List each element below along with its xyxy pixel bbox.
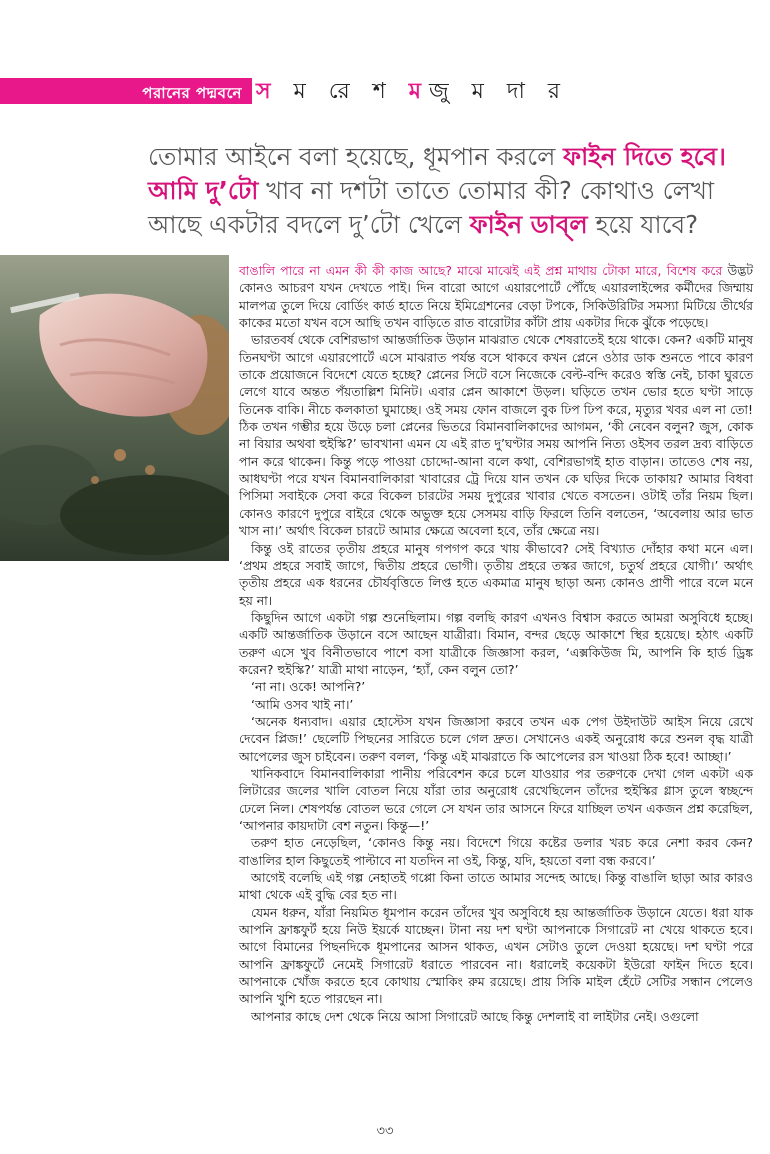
article-paragraph: ভারতবর্ষ থেকে বেশিরভাগ আন্তর্জাতিক উড়ান মাঝরাত থেকে শেষরাতেই হয়ে থাকে। কেন? একটি মানুষ তিনঘণ্টা আগে এয়ারপোর্টে এসে মাঝরাত পর্যন্ত বসে থাকবে কখন প্লেনে ওঠার ডাক শুনতে পাবে কারণ তাকে প্রয়োজনে বিদেশে যেতে হচ্ছে? প্লেনের সিটে বসে নিজেকে বেল্ট-বন্দি করেও স্বস্তি নেই, চাকা ঘুরতে লেগে যাবে অন্তত পঁয়তাল্লিশ মিনিট। এবার প্লেন আকাশে উড়ল। ঘড়িতে তখন ভোর হতে ঘণ্টা সাড়ে তিনেক বাকি। নীচে কলকাতা ঘুমাচ্ছে। ওই সময় ফোন বাজলে বুক ঢিপ ঢিপ করে, মৃত্যুর খবর এল না তো! ঠিক তখন গম্ভীর হয়ে উড়ে চলা প্লেনের ভিতরে বিমানবালিকাদের আগমন, ‘কী নেবেন বলুন? জুস, কোক না বিয়ার অথবা হুইস্কি?’ ভাবখানা এমন যে এই রাত দু’ঘণ্টার সময় আপনি নিত্য ওইসব তরল দ্রব্য বাড়িতে পান করে থাকেন। কিন্তু পড়ে পাওয়া চোদ্দো-আনা বলে কথা, বেশিরভাগই হাত বাড়ান। তাতেও শেষ নয়, আধঘণ্টা পরে যখন বিমানবালিকারা খাবারের ট্রে দিয়ে যান তখন কে ঘড়ির দিকে তাকায়? আমার বিধবা পিসিমা সবাইকে সেবা করে বিকেল চারটের সময় দুপুরের খাবার খেতে বসতেন। ওটাই তাঁর নিয়ম ছিল। কোনও কারণে দুপুরে বাইরে থেকে অভুক্ত হয়ে সেসময় বাড়ি ফিরলে তিনি বলতেন, ‘অবেলায় আর ভাত খাস না।’ অর্থাৎ বিকেল চারটে আমার ক্ষেত্রে অবেলা হবে, তাঁর ক্ষেত্রে নয়। [239, 332, 753, 539]
article-paragraph: কিছুদিন আগে একটা গল্প শুনেছিলাম। গল্প বলছি কারণ এখনও বিশ্বাস করতে আমরা অসুবিধে হচ্ছে। একটি আন্তর্জাতিক উড়ানে বসে আছেন যাত্রীরা। বিমান, বন্দর ছেড়ে আকাশে স্থির হয়েছে। হঠাৎ একটি তরুণ এসে খুব বিনীতভাবে পাশে বসা যাত্রীকে জিজ্ঞাসা করল, ‘এক্সকিউজ মি, আপনি কি হার্ড ড্রিঙ্ক করেন? হুইস্কি?’ যাত্রী মাথা নাড়েন, ‘হ্যাঁ, কেন বলুন তো?’ [239, 609, 753, 677]
pull-quote-text: খাব না দশটা তাতে তোমার কী? কোথাও লেখা আছে একটার বদলে দু’টো খেলে [148, 176, 715, 239]
article-lead: বাঙালি পারে না এমন কী কী কাজ আছে? মাঝে মাঝেই এই প্রশ্ন মাথায় টোকা মারে, বিশেষ করে [239, 263, 723, 278]
hand-cigarette-photo [0, 255, 229, 561]
article-paragraph [239, 262, 753, 331]
article-paragraph: খানিকবাদে বিমানবালিকারা পানীয় পরিবেশন করে চলে যাওয়ার পর তরুণকে দেখা গেল একটা এক লিটারের জলের খালি বোতল নিয়ে যাঁরা তার অনুরোধ রেখেছিলেন তাঁদের হুইস্কির গ্লাস তুলে স্বচ্ছন্দে ঢেলে নিল। শেষপর্যন্ত বোতল ভরে গেলে সে যখন তার আসনে ফিরে যাচ্ছিল তখন একজন প্রশ্ন করেছিল, ‘আপনার কায়দাটা বেশ নতুন। কিন্তু—!’ [239, 765, 753, 833]
article-body [239, 262, 753, 1025]
article-paragraph: ‘আমি ওসব খাই না।’ [251, 696, 354, 712]
pull-quote-text: হয়ে যাবে? [587, 210, 699, 239]
pull-quote-highlight: ফাইন ডাব্‌ল [469, 210, 588, 239]
article-paragraph: ‘না না। ওকে! আপনি?’ [251, 679, 366, 695]
column-name: পরানের পদ্মবনে [142, 84, 242, 102]
article-paragraph: যেমন ধরুন, যাঁরা নিয়মিত ধূমপান করেন তাঁদের খুব অসুবিধে হয় আন্তর্জাতিক উড়ানে যেতে। ধরা যাক আপনি ফ্রাঙ্কফুর্ট হয়ে নিউ ইয়র্কে যাচ্ছেন। টানা নয় দশ ঘণ্টা আপনাকে সিগারেট না খেয়ে থাকতে হবে। আগে বিমানের পিছনদিকে ধূমপানের আসন থাকত, এখন সেটাও তুলে দেওয়া হয়েছে। দশ ঘণ্টা পরে আপনি ফ্রাঙ্কফুর্টে নেমেই সিগারেট ধরাতে পারবেন না। ধরালেই কয়েকটা ইউরো ফাইন দিতে হবে। আপনাকে খোঁজ করতে হবে কোথায় স্মোকিং রুম রয়েছে। প্রায় সিকি মাইল হেঁটে সেটির সন্ধান পেলেও আপনি খুশি হতে পারছেন না। [239, 904, 753, 1007]
author-name [256, 74, 568, 111]
column-band [0, 78, 252, 104]
article-paragraph: আগেই বলেছি এই গল্প নেহাতই গপ্পো কিনা তাতে আমার সন্দেহ আছে। কিন্তু বাঙালি ছাড়া আর কারও মাথা থেকে এই বুদ্ধি বের হত না। [239, 870, 753, 903]
pull-quote-highlight: ফাইন দিতে হবে। [563, 142, 726, 171]
page-number: ৩৩ [376, 1124, 394, 1139]
pull-quote-text: তোমার আইনে বলা হয়েছে, ধূমপান করলে [148, 142, 564, 171]
author-initial-1: স [256, 79, 279, 104]
author-initial-2: ম [408, 79, 429, 104]
article-paragraph: ‘অনেক ধন্যবাদ। এয়ার হোস্টেস যখন জিজ্ঞাসা করবে তখন এক পেগ উইদাউট আইস নিয়ে রেখে দেবেন প্লিজ!’ ছেলেটি পিছনের সারিতে চলে গেল দ্রুত। সেখানেও একই অনুরোধ করে শুনল বৃদ্ধ যাত্রী আপেলের জুস চাইবেন। তরুণ বলল, ‘কিন্তু এই মাঝরাতে কি আপেলের রস খাওয়া ঠিক হবে! আচ্ছা।’ [239, 713, 753, 764]
article-photo [0, 255, 229, 561]
author-part-1: ম রে শ [278, 79, 409, 104]
article-paragraph: কিন্তু ওই রাতের তৃতীয় প্রহরে মানুষ গপগপ করে খায় কীভাবে? সেই বিখ্যাত দোঁহার কথা মনে এল। ‘প্রথম প্রহরে সবাই জাগে, দ্বিতীয় প্রহরে ভোগী। তৃতীয় প্রহরে তস্কর জাগে, চতুর্থ প্রহরে যোগী।’ অর্থাৎ তৃতীয় প্রহরে এক ধরনের চৌর্যবৃত্তিতে লিপ্ত হতে একমাত্র মানুষ ছাড়া অন্য কোনও প্রাণী পারে বলে মনে হয় না। [239, 540, 753, 608]
pull-quote-highlight: আমি দু’টো [148, 176, 259, 205]
article-paragraph: তরুণ হাত নেড়েছিল, ‘কোনও কিন্তু নয়। বিদেশে গিয়ে কষ্টের ডলার খরচ করে নেশা করব কেন? বাঙালির হাল কিছুতেই পাল্টাবে না যতদিন না ওই, কিন্তু, যদি, হয়তো বলা বন্ধ করবে।’ [239, 835, 753, 868]
author-part-2: জু ম দা র [429, 79, 568, 104]
article-paragraph: আপনার কাছে দেশ থেকে নিয়ে আসা সিগারেট আছে কিন্তু দেশলাই বা লাইটার নেই। ওগুলো [251, 1008, 699, 1024]
pull-quote [148, 140, 748, 242]
article-text: উদ্ভট কোনও আচরণ যখন দেখতে পাই। দিন বারো আগে এয়ারপোর্টে পৌঁছে এয়ারলাইন্সের কর্মীদের জিম্মায় মালপত্র তুলে দিয়ে বোর্ডিং কার্ড হাতে নিয়ে ইমিগ্রেশনের বেড়া টপকে, সিকিউরিটির সমস্যা মিটিয়ে তীর্থের কাকের মতো যখন বসে আছি তখন বাড়িতে রাত বারোটার কাঁটা প্রায় একটার দিকে ঝুঁকে পড়েছে। [239, 263, 753, 331]
